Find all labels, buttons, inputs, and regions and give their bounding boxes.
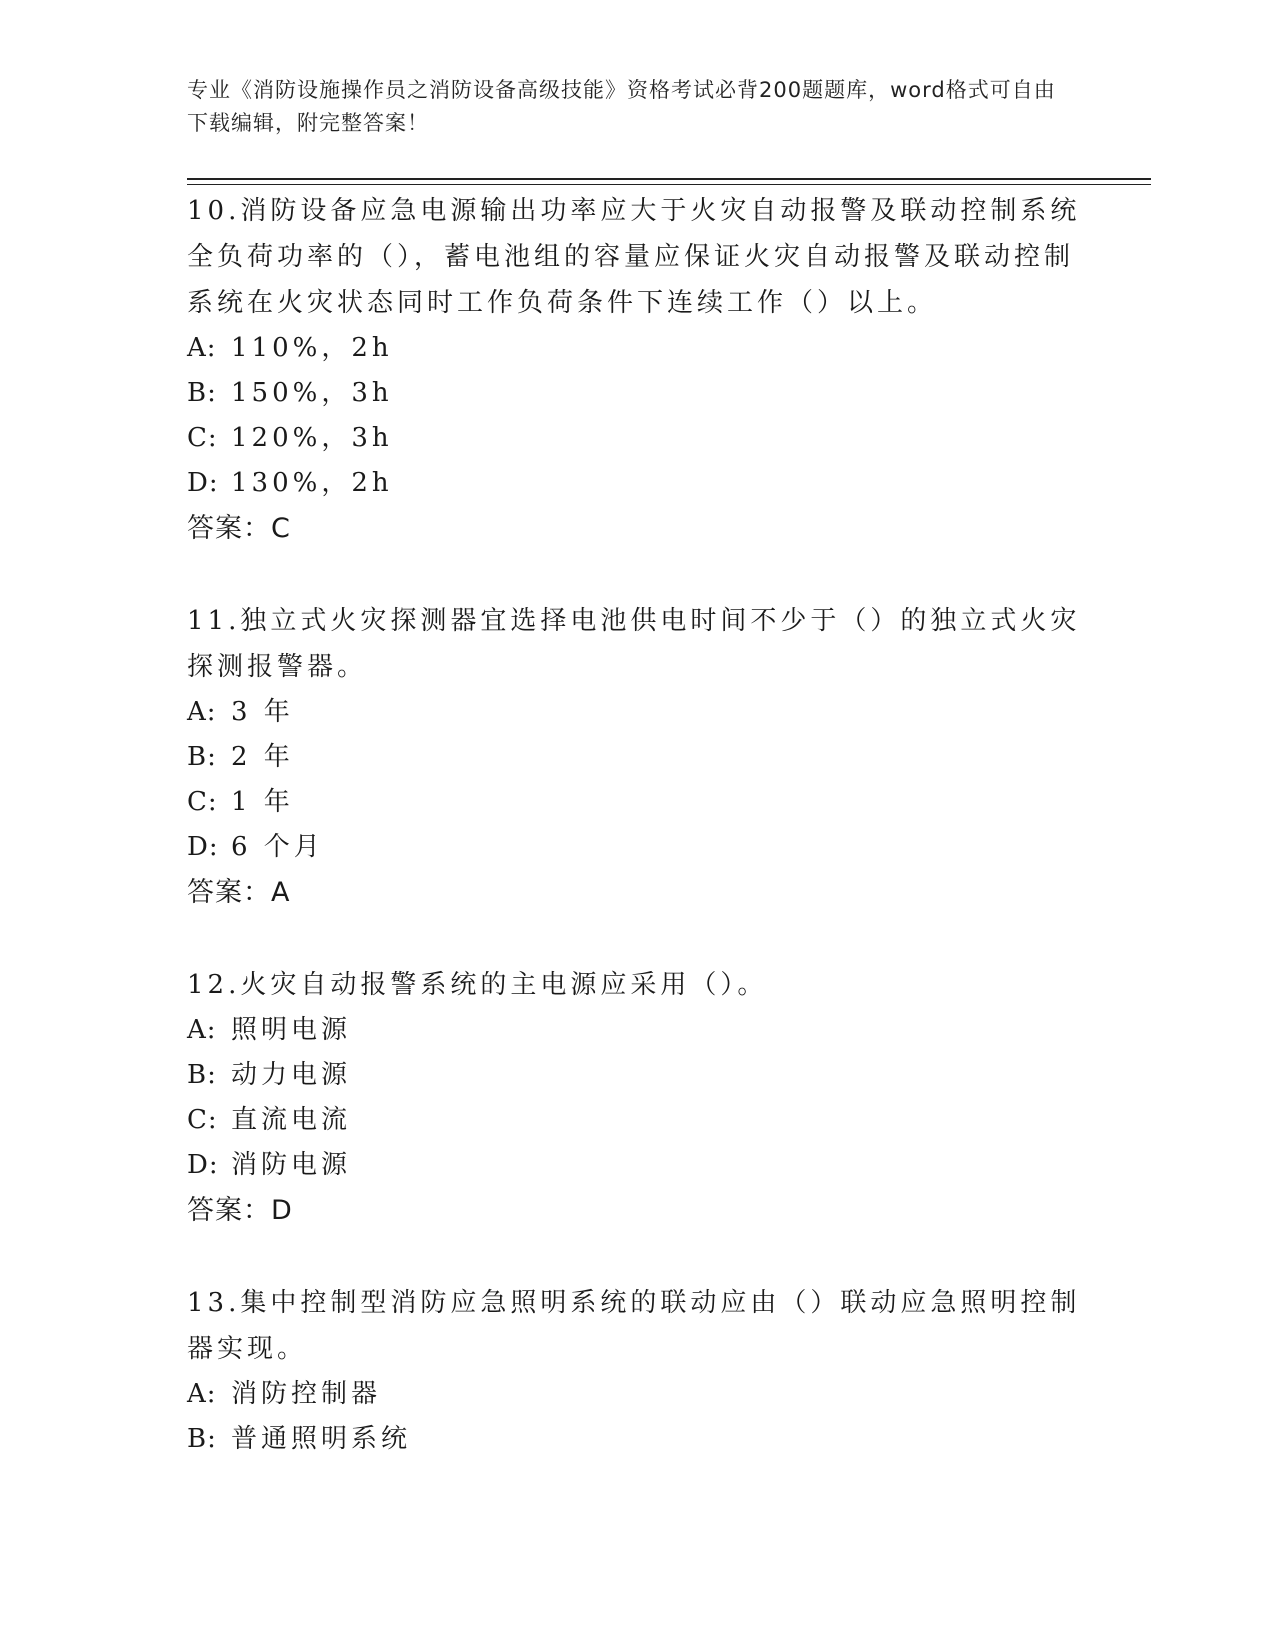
option-letter: D: [187, 1150, 219, 1180]
option-text: 照明电源 [231, 1015, 352, 1045]
question-stem: 13.集中控制型消防应急照明系统的联动应由（）联动应急照明控制器实现。 [187, 1288, 1081, 1364]
question-13 [187, 1280, 1087, 1462]
option-text: 110%，2h [231, 333, 393, 363]
option-c [187, 416, 1087, 461]
option-b [187, 1417, 1087, 1462]
option-d [187, 825, 1087, 870]
option-b [187, 371, 1087, 416]
header-divider-thin [187, 184, 1151, 185]
option-text: 6 个月 [231, 832, 324, 862]
option-letter: B: [187, 1060, 217, 1090]
option-text: 消防控制器 [231, 1379, 382, 1409]
option-text: 1 年 [231, 787, 294, 817]
option-text: 消防电源 [231, 1150, 352, 1180]
question-list [187, 188, 1087, 1508]
option-a [187, 1008, 1087, 1053]
option-c [187, 780, 1087, 825]
document-header: 专业《消防设施操作员之消防设备高级技能》资格考试必背200题题库，word格式可自由下载编辑，附完整答案！ [187, 78, 1056, 135]
option-letter: C: [187, 423, 218, 453]
question-10 [187, 188, 1087, 552]
option-letter: D: [187, 832, 219, 862]
option-letter: C: [187, 787, 218, 817]
option-text: 直流电流 [231, 1105, 352, 1135]
question-11 [187, 598, 1087, 916]
option-a [187, 326, 1087, 371]
option-b [187, 735, 1087, 780]
header-divider-thick [187, 178, 1151, 180]
option-letter: A: [187, 333, 217, 363]
option-letter: B: [187, 1424, 217, 1454]
option-letter: A: [187, 697, 217, 727]
option-text: 2 年 [231, 742, 294, 772]
question-stem: 11.独立式火灾探测器宜选择电池供电时间不少于（）的独立式火灾探测报警器。 [187, 606, 1081, 682]
option-letter: B: [187, 378, 217, 408]
question-12 [187, 962, 1087, 1234]
option-text: 130%，2h [231, 468, 393, 498]
question-stem: 12.火灾自动报警系统的主电源应采用（）。 [187, 970, 768, 1000]
option-a [187, 1372, 1087, 1417]
option-b [187, 1053, 1087, 1098]
option-d [187, 1143, 1087, 1188]
option-text: 150%，3h [231, 378, 393, 408]
option-letter: C: [187, 1105, 218, 1135]
answer-line: 答案：A [187, 877, 291, 908]
option-letter: D: [187, 468, 219, 498]
question-stem: 10.消防设备应急电源输出功率应大于火灾自动报警及联动控制系统全负荷功率的（），蓄电池组的容量应保证火灾自动报警及联动控制系统在火灾状态同时工作负荷条件下连续工作（）以上。 [187, 196, 1081, 318]
answer-line: 答案：C [187, 513, 291, 544]
option-text: 动力电源 [231, 1060, 352, 1090]
option-d [187, 461, 1087, 506]
option-text: 3 年 [231, 697, 294, 727]
option-text: 120%，3h [231, 423, 393, 453]
option-letter: A: [187, 1379, 217, 1409]
option-letter: A: [187, 1015, 217, 1045]
option-c [187, 1098, 1087, 1143]
option-text: 普通照明系统 [231, 1424, 412, 1454]
option-letter: B: [187, 742, 217, 772]
answer-line: 答案：D [187, 1195, 293, 1226]
option-a [187, 690, 1087, 735]
